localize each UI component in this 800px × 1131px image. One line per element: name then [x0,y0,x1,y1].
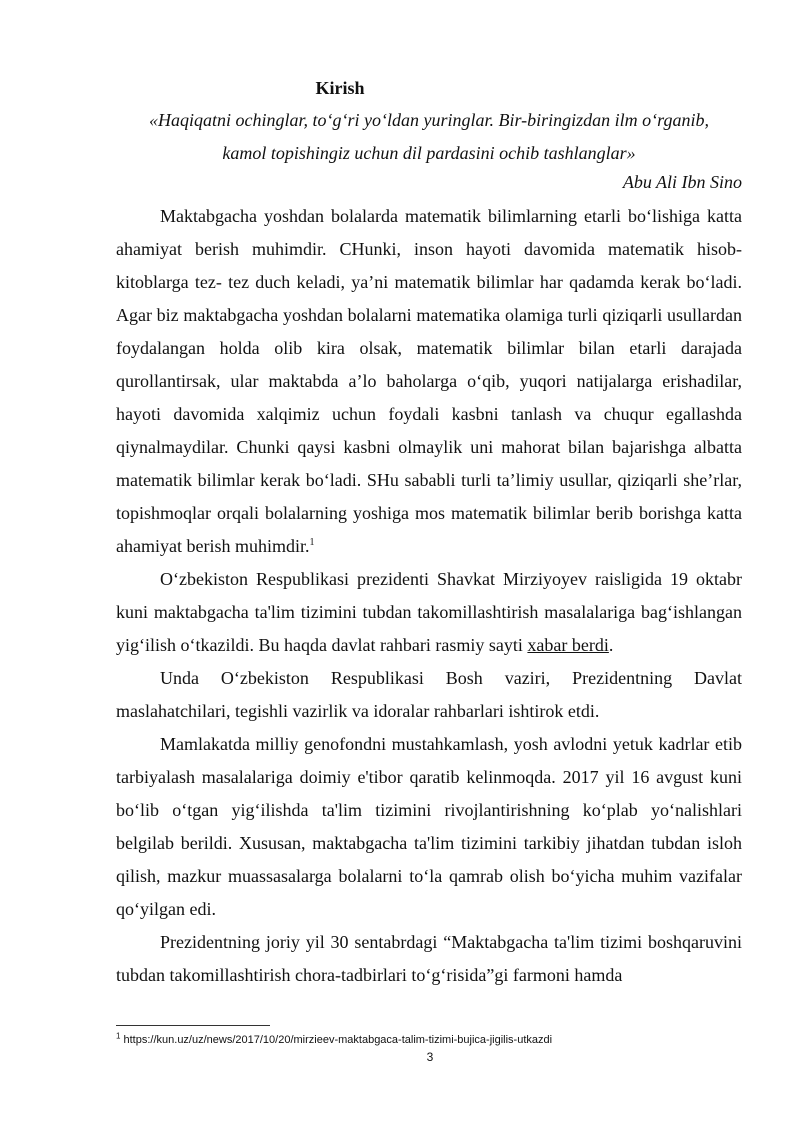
epigraph-line-2: kamol topishingiz uchun dil pardasini ochib tashlanglar» [222,143,636,163]
footnote-number: 1 [116,1031,121,1041]
paragraph-4: Mamlakatda milliy genofondni mustahkamlash, yosh avlodni yetuk kadrlar etib tarbiyalash masalalariga doimiy e'tibor qaratib kelinmoqda. 2017 yil 16 avgust kuni bo‘lib o‘tgan yig‘ilishda ta'lim tizimini rivojlantirishning ko‘plab yo‘nalishlari belgilab berildi. Xususan, maktabgacha ta'lim tizimini tarkibiy jihatdan tubdan isloh qilish, mazkur muassasalarga bolalarni to‘la qamrab olish bo‘yicha muhim vazifalar qo‘yilgan edi. [116,734,742,919]
epigraph-author: Abu Ali Ibn Sino [622,172,742,192]
paragraph-2-end: . [608,635,614,655]
paragraph-2 [116,563,742,662]
xabar-berdi-link[interactable]: xabar berdi [527,635,609,655]
paragraph-1 [116,200,742,563]
paragraph-1-text: Maktabgacha yoshdan bolalarda matematik bilimlarning etarli bo‘lishiga katta ahamiyat berish muhimdir. CHunki, inson hayoti davomida matematik hisob-kitoblarga tez- tez duch keladi, ya’ni matematik bilimlar har qadamda kerak bo‘ladi. Agar biz maktabgacha yoshdan bolalarni matematika olamiga turli qiziqarli usullardan foydalangan holda olib kira olsak, matematik bilimlar bilan etarli darajada qurollantirsak, ular maktabda a’lo baholarga o‘qib, yuqori natijalarga erishadilar, hayoti davomida xalqimiz uchun foydali kasbni tanlash va chuqur egallashda qiynalmaydilar. Chunki qaysi kasbni olmaylik uni mahorat bilan bajarishga albatta matematik bilimlar kerak bo‘ladi. SHu sababli turli ta’limiy usullar, qiziqarli she’rlar, topishmoqlar orqali bolalarning yoshiga mos matematik bilimlar berib borishga katta ahamiyat berish muhimdir. [116,206,742,556]
epigraph-line-1: «Haqiqatni ochinglar, to‘g‘ri yo‘ldan yuringlar. Bir-biringizdan ilm o‘rganib, [149,110,709,130]
footnote-url[interactable]: https://kun.uz/uz/news/2017/10/20/mirzieev-maktabgaca-talim-tizimi-bujica-jigilis-utkazdi [120,1034,553,1046]
page-number: 3 [426,1050,434,1064]
paragraph-2-text: O‘zbekiston Respublikasi prezidenti Shavkat Mirziyoyev raisligida 19 oktabr kuni maktabgacha ta'lim tizimini tubdan takomillashtirish masalalariga bag‘ishlangan yig‘ilish o‘tkazildi. Bu haqda davlat rahbari rasmiy sayti [116,569,742,655]
paragraph-5: Prezidentning joriy yil 30 sentabrdagi “Maktabgacha ta'lim tizimi boshqaruvini tubdan takomillashtirish chora-tadbirlari to‘g‘risida”gi farmoni hamda [116,932,742,985]
footnote [116,1031,553,1046]
body-text [116,200,742,992]
paragraph-3: Unda O‘zbekiston Respublikasi Bosh vaziri, Prezidentning Davlat maslahatchilari, tegishli vazirlik va idoralar rahbarlari ishtirok etdi. [116,668,742,721]
footnote-ref[interactable]: 1 [309,537,315,548]
footnote-divider [116,1025,270,1026]
page-title: Kirish [315,78,365,98]
epigraph [116,104,742,170]
